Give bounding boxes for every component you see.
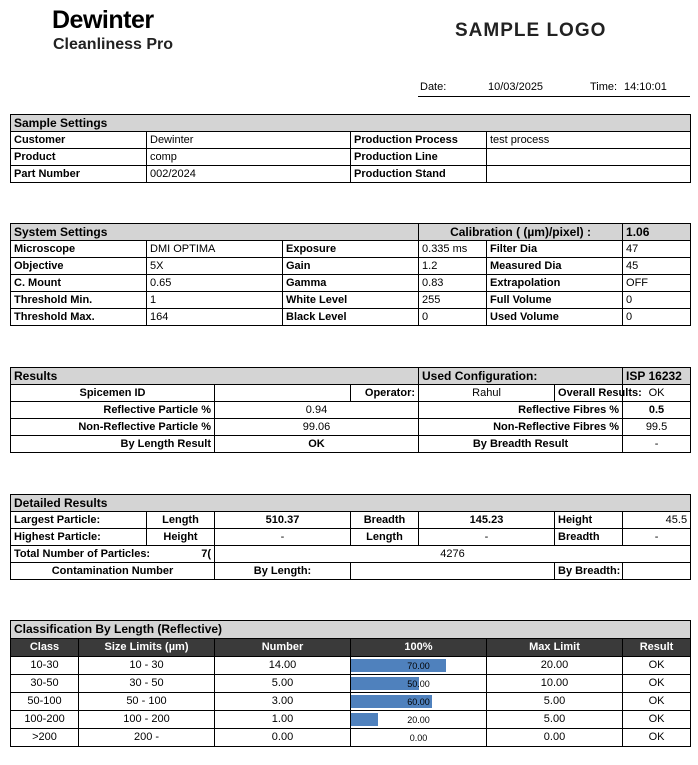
number-cell: 0.00 (215, 729, 351, 747)
gamma-value: 0.83 (419, 275, 487, 292)
gain-label: Gain (283, 258, 419, 275)
threshold-min-label: Threshold Min. (11, 292, 147, 309)
product-label: Product (11, 149, 147, 166)
black-level-value: 0 (419, 309, 487, 326)
class-cell: 100-200 (11, 711, 79, 729)
threshold-max-label: Threshold Max. (11, 309, 147, 326)
time-value: 14:10:01 (624, 81, 667, 93)
section-title: System Settings (11, 224, 419, 241)
operator-value: Rahul (419, 385, 555, 402)
largest-particle-label: Largest Particle: (11, 512, 147, 529)
class-cell: >200 (11, 729, 79, 747)
system-settings-table (10, 223, 691, 326)
filter-dia-label: Filter Dia (487, 241, 623, 258)
section-title: Detailed Results (11, 495, 691, 512)
size-cell: 10 - 30 (79, 657, 215, 675)
production-line-value (487, 149, 691, 166)
by-length-result-value: OK (215, 436, 419, 453)
customer-label: Customer (11, 132, 147, 149)
results-table (10, 367, 691, 453)
length-header: Length (147, 512, 215, 529)
percent-cell (351, 711, 487, 729)
refl-particle-label: Reflective Particle % (11, 402, 215, 419)
date-time-bar (418, 78, 690, 97)
full-volume-value: 0 (623, 292, 691, 309)
used-volume-label: Used Volume (487, 309, 623, 326)
date-value: 10/03/2025 (488, 81, 544, 93)
specimen-id-label: Spicemen ID (11, 385, 215, 402)
classification-table (10, 620, 691, 747)
total-particles-label: Total Number of Particles: 7( (11, 546, 215, 563)
cmount-label: C. Mount (11, 275, 147, 292)
measured-dia-value: 45 (623, 258, 691, 275)
highest-particle-label: Highest Particle: (11, 529, 147, 546)
contamination-by-breadth-label: By Breadth: (555, 563, 623, 580)
section-title: Results (11, 368, 419, 385)
largest-breadth-value: 145.23 (419, 512, 555, 529)
time-label: Time: (590, 81, 618, 93)
percent-cell (351, 657, 487, 675)
max-limit-cell: 0.00 (487, 729, 623, 747)
breadth-header: Breadth (555, 529, 623, 546)
exposure-value: 0.335 ms (419, 241, 487, 258)
used-config-value: ISP 16232 (623, 368, 691, 385)
result-cell: OK (623, 729, 691, 747)
by-length-result-label: By Length Result (11, 436, 215, 453)
percent-label: 0.00 (409, 733, 428, 743)
table-row (11, 657, 691, 675)
percent-label: 20.00 (407, 715, 430, 725)
largest-height-value: 45.5 (623, 512, 691, 529)
col-header-max-limit: Max Limit (487, 639, 623, 657)
highest-height-value: - (215, 529, 351, 546)
nonrefl-particle-value: 99.06 (215, 419, 419, 436)
contamination-by-length-value (351, 563, 555, 580)
result-cell: OK (623, 657, 691, 675)
total-particles-clipped: 7( (201, 548, 211, 560)
total-particles-value: 4276 (215, 546, 691, 563)
refl-fibres-label: Reflective Fibres % (419, 402, 623, 419)
section-title: Classification By Length (Reflective) (11, 621, 691, 639)
height-header: Height (147, 529, 215, 546)
gamma-label: Gamma (283, 275, 419, 292)
number-cell: 3.00 (215, 693, 351, 711)
by-breadth-result-label: By Breadth Result (419, 436, 623, 453)
product-value: comp (147, 149, 351, 166)
measured-dia-label: Measured Dia (487, 258, 623, 275)
microscope-label: Microscope (11, 241, 147, 258)
black-level-label: Black Level (283, 309, 419, 326)
max-limit-cell: 20.00 (487, 657, 623, 675)
max-limit-cell: 5.00 (487, 711, 623, 729)
highest-length-value: - (419, 529, 555, 546)
full-volume-label: Full Volume (487, 292, 623, 309)
cmount-value: 0.65 (147, 275, 283, 292)
white-level-label: White Level (283, 292, 419, 309)
table-row (11, 675, 691, 693)
calibration-label: Calibration ( (µm)/pixel) : (419, 224, 623, 241)
brand-logo: Dewinter (52, 6, 154, 34)
class-cell: 10-30 (11, 657, 79, 675)
percent-label: 60.00 (407, 697, 430, 707)
col-header-result: Result (623, 639, 691, 657)
specimen-id-value (215, 385, 351, 402)
col-header-percent: 100% (351, 639, 487, 657)
nonrefl-fibres-value: 99.5 (623, 419, 691, 436)
used-config-label: Used Configuration: (419, 368, 623, 385)
contamination-by-breadth-value (623, 563, 691, 580)
highest-breadth-value: - (623, 529, 691, 546)
col-header-number: Number (215, 639, 351, 657)
result-cell: OK (623, 675, 691, 693)
percent-cell (351, 693, 487, 711)
production-process-value: test process (487, 132, 691, 149)
contamination-number-label: Contamination Number (11, 563, 215, 580)
result-cell: OK (623, 693, 691, 711)
number-cell: 5.00 (215, 675, 351, 693)
percent-label: 50.00 (407, 679, 430, 689)
table-row (11, 729, 691, 747)
nonrefl-fibres-label: Non-Reflective Fibres % (419, 419, 623, 436)
percent-cell (351, 729, 487, 747)
result-cell: OK (623, 711, 691, 729)
objective-value: 5X (147, 258, 283, 275)
product-name: Cleanliness Pro (53, 36, 174, 53)
white-level-value: 255 (419, 292, 487, 309)
table-row (11, 711, 691, 729)
production-stand-value (487, 166, 691, 183)
largest-length-value: 510.37 (215, 512, 351, 529)
class-cell: 30-50 (11, 675, 79, 693)
contamination-by-length-label: By Length: (215, 563, 351, 580)
used-volume-value: 0 (623, 309, 691, 326)
sample-logo: SAMPLE LOGO (455, 20, 607, 41)
percent-label: 70.00 (407, 661, 430, 671)
nonrefl-particle-label: Non-Reflective Particle % (11, 419, 215, 436)
microscope-value: DMI OPTIMA (147, 241, 283, 258)
col-header-class: Class (11, 639, 79, 657)
overall-label: Overall Results: (555, 385, 623, 402)
threshold-min-value: 1 (147, 292, 283, 309)
max-limit-cell: 10.00 (487, 675, 623, 693)
detailed-results-table (10, 494, 691, 580)
date-label: Date: (420, 81, 447, 93)
by-breadth-result-value: - (623, 436, 691, 453)
number-cell: 1.00 (215, 711, 351, 729)
part-number-value: 002/2024 (147, 166, 351, 183)
section-title: Sample Settings (11, 115, 691, 132)
breadth-header: Breadth (351, 512, 419, 529)
production-process-label: Production Process (351, 132, 487, 149)
sample-settings-table (10, 114, 691, 183)
number-cell: 14.00 (215, 657, 351, 675)
height-header: Height (555, 512, 623, 529)
gain-value: 1.2 (419, 258, 487, 275)
overall-value: OK (623, 385, 691, 402)
extrapolation-value: OFF (623, 275, 691, 292)
size-cell: 30 - 50 (79, 675, 215, 693)
part-number-label: Part Number (11, 166, 147, 183)
percent-cell (351, 675, 487, 693)
size-cell: 50 - 100 (79, 693, 215, 711)
extrapolation-label: Extrapolation (487, 275, 623, 292)
operator-label: Operator: (351, 385, 419, 402)
calibration-value: 1.06 (623, 224, 691, 241)
refl-fibres-value: 0.5 (623, 402, 691, 419)
size-cell: 200 - (79, 729, 215, 747)
refl-particle-value: 0.94 (215, 402, 419, 419)
col-header-size: Size Limits (µm) (79, 639, 215, 657)
class-cell: 50-100 (11, 693, 79, 711)
length-header: Length (351, 529, 419, 546)
production-line-label: Production Line (351, 149, 487, 166)
production-stand-label: Production Stand (351, 166, 487, 183)
filter-dia-value: 47 (623, 241, 691, 258)
exposure-label: Exposure (283, 241, 419, 258)
objective-label: Objective (11, 258, 147, 275)
size-cell: 100 - 200 (79, 711, 215, 729)
customer-value: Dewinter (147, 132, 351, 149)
max-limit-cell: 5.00 (487, 693, 623, 711)
table-row (11, 693, 691, 711)
threshold-max-value: 164 (147, 309, 283, 326)
